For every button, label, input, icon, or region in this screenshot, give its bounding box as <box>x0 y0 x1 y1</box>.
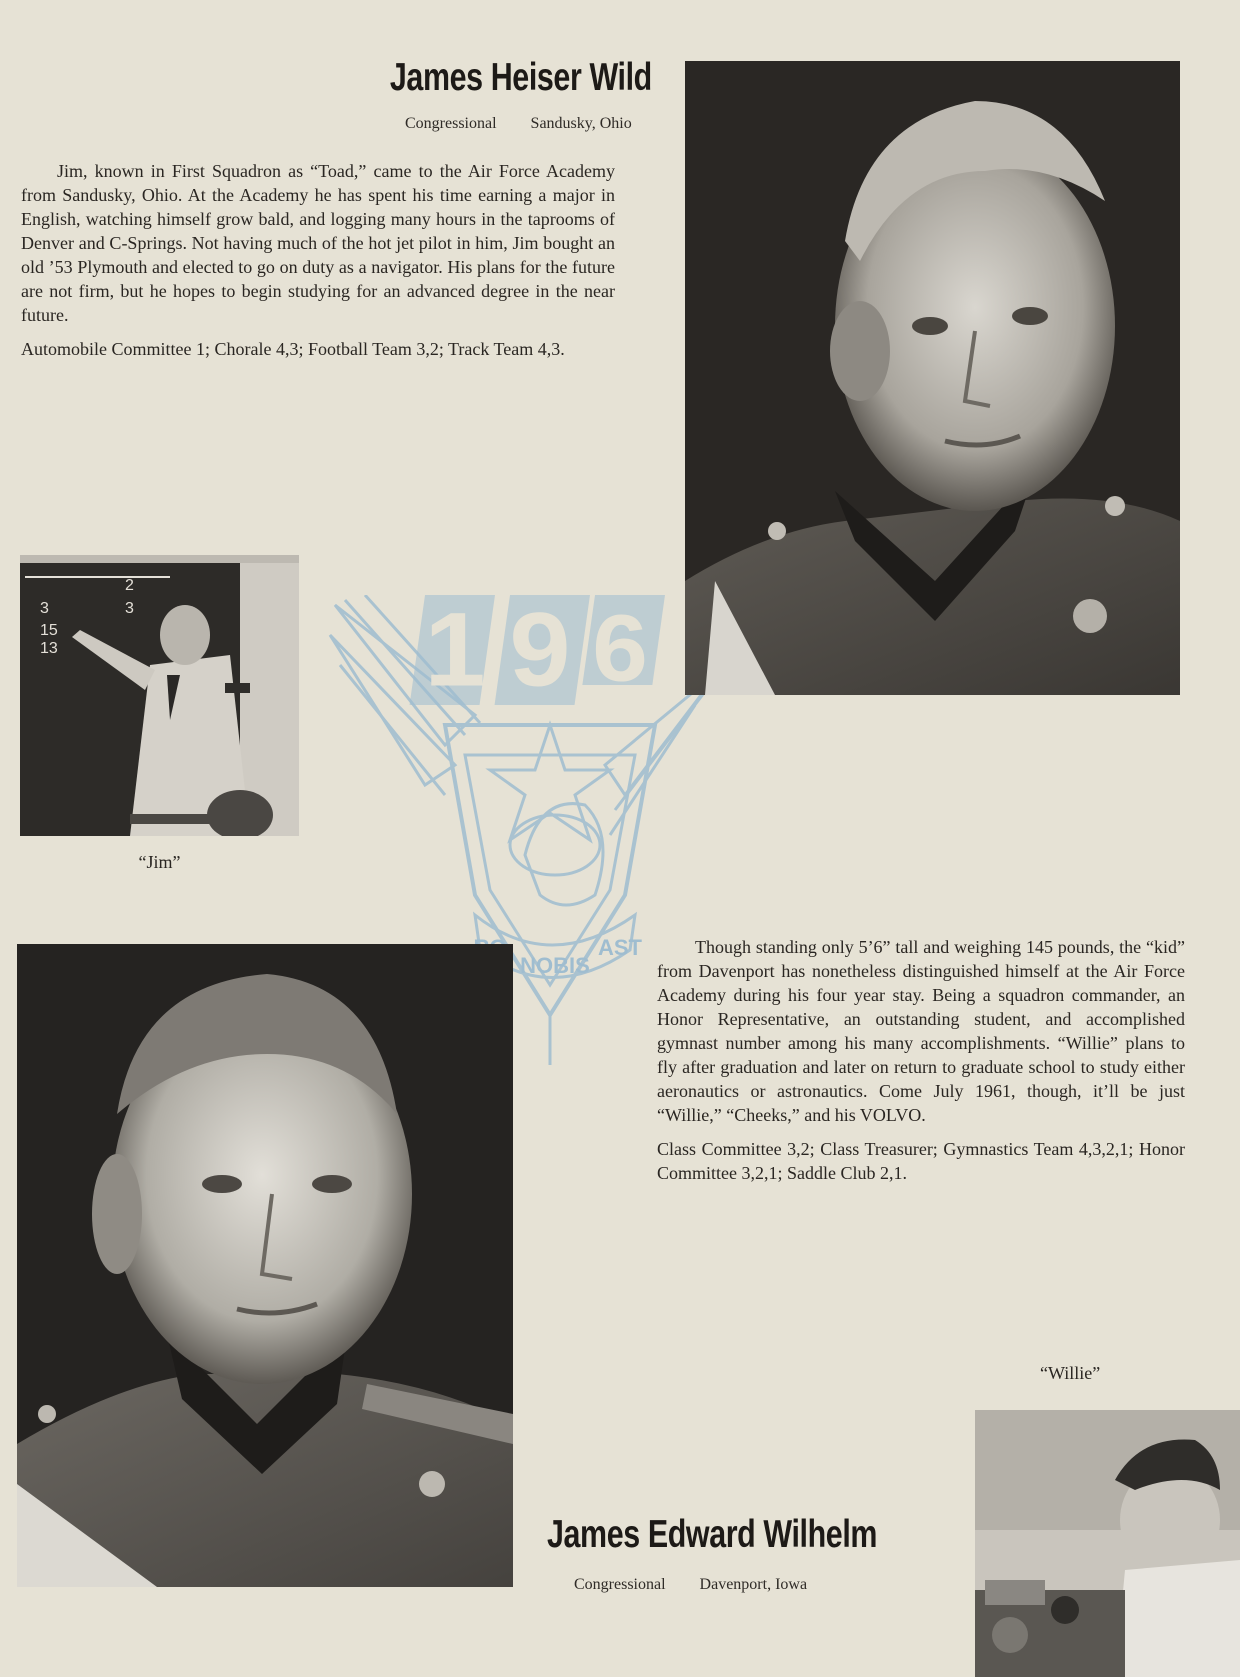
wild-activities: Automobile Committee 1; Chorale 4,3; Football Team 3,2; Track Team 4,3. <box>21 339 565 359</box>
crest-year-digit: 1 <box>424 595 486 708</box>
wild-portrait-photo <box>685 61 1180 695</box>
wilhelm-activities: Class Committee 3,2; Class Treasurer; Gymnastics Team 4,3,2,1; Honor Committee 3,2,1; Saddle Club 2,1. <box>657 1139 1185 1183</box>
wilhelm-bio-block <box>657 935 1185 1195</box>
chalk-number: 13 <box>40 640 58 657</box>
crest-motto-center: NOBIS <box>520 953 590 978</box>
wild-appointment: Congressional <box>405 115 497 132</box>
wild-name-heading: James Heiser Wild <box>390 56 652 99</box>
wild-meta-line <box>405 115 632 133</box>
wilhelm-hometown: Davenport, Iowa <box>699 1576 808 1593</box>
chalk-number: 3 <box>40 600 49 617</box>
crest-motto-right: AST <box>598 935 642 960</box>
wilhelm-name-heading: James Edward Wilhelm <box>547 1513 878 1556</box>
chalk-number: 2 <box>125 577 134 594</box>
wilhelm-portrait-photo <box>17 944 513 1587</box>
wilhelm-meta-line <box>574 1576 807 1594</box>
svg-text:9: 9 <box>509 595 571 708</box>
wilhelm-bio-text: Though standing only 5’6” tall and weighing 145 pounds, the “kid” from Davenport has nonetheless distinguished himself at the Air Force Academy during his four year stay. Being a squadron commander, an Honor Representative, an outstanding student, and accomplished gymnast number among his many accomplishments. “Willie” plans to fly after graduation and later on return to graduate school to study either aeronautics or astronautics. Come July 1961, though, it’ll be just “Willie,” “Cheeks,” and his VOLVO. <box>657 937 1185 1125</box>
wild-candid-caption: “Jim” <box>138 852 181 872</box>
wild-bio-text: Jim, known in First Squadron as “Toad,” came to the Air Force Academy from Sandusky, Ohio. At the Academy he has spent his time earning a major in English, watching himself grow bald, and logging many hours in the taprooms of Denver and C-Springs. Not having much of the hot jet pilot in him, Jim bought an old ’53 Plymouth and elected to go on duty as a navigator. His plans for the future are not firm, but he hopes to begin studying for an advanced degree in the near future. <box>21 161 615 325</box>
chalk-number: 15 <box>40 622 58 639</box>
wild-candid-photo <box>20 555 299 836</box>
chalk-number: 3 <box>125 600 134 617</box>
wild-bio-block <box>21 159 615 371</box>
svg-text:6: 6 <box>592 595 648 701</box>
wilhelm-candid-caption: “Willie” <box>1040 1363 1101 1383</box>
wilhelm-candid-photo <box>975 1410 1240 1677</box>
wilhelm-appointment: Congressional <box>574 1576 666 1593</box>
wild-hometown: Sandusky, Ohio <box>530 115 632 132</box>
